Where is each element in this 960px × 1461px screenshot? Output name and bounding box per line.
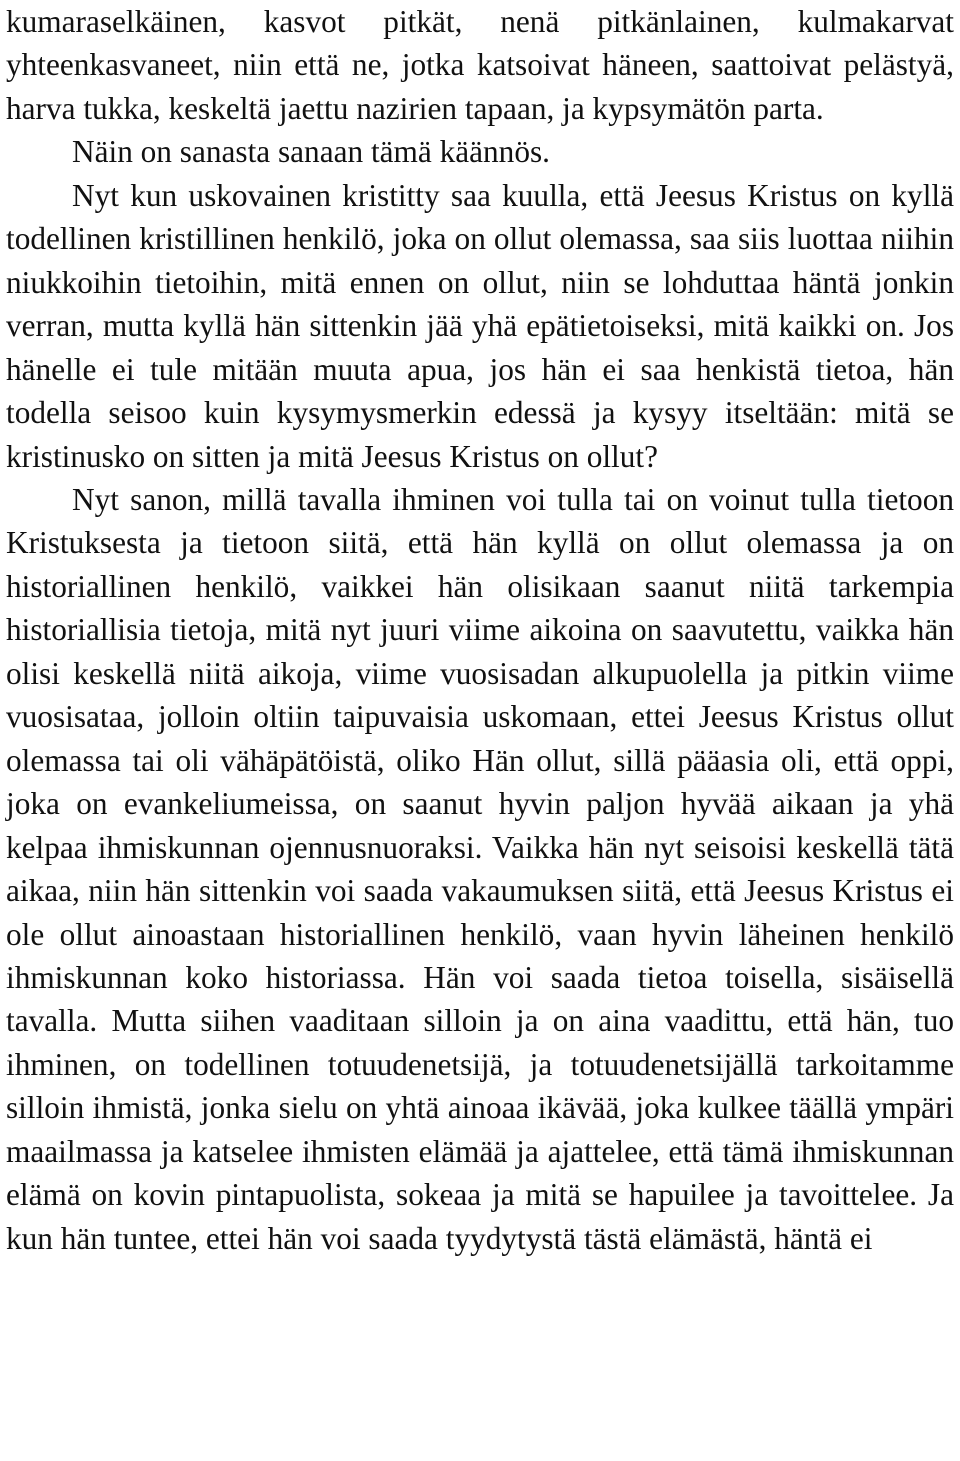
paragraph-knowledge-of-christ: Nyt sanon, millä tavalla ihminen voi tulla tai on voinut tulla tietoon Kristuksesta ja tietoon siitä, että hän kyllä on ollut olemassa ja on historiallinen henkilö, vaikkei hän olisikaan saanut niitä tarkempia historiallisia tietoja, mitä nyt juuri viime aikoina on saavutettu, vaikka hän olisi keskellä niitä aikoja, viime vuosisadan alkupuolella ja pitkin viime vuosisataa, jolloin oltiin taipuvaisia uskomaan, ettei Jeesus Kristus ollut olemassa tai oli vähäpätöistä, oliko Hän ollut, sillä pääasia oli, että oppi, joka on evankeliumeissa, on saanut hyvin paljon hyvää aikaan ja yhä kelpaa ihmiskunnan ojennusnuoraksi. Vaikka hän nyt seisoisi keskellä tätä aikaa, niin hän sittenkin voi saada vakaumuksen siitä, että Jeesus Kristus ei ole ollut ainoastaan historiallinen henkilö, vaan hyvin läheinen henkilö ihmiskunnan koko historiassa. Hän voi saada tietoa toisella, sisäisellä tavalla. Mutta siihen vaaditaan silloin ja on aina vaadittu, että hän, tuo ihminen, on todellinen totuudenetsijä, ja totuudenetsijällä tarkoitamme silloin ihmistä, jonka sielu on yhtä ainoaa ikävää, joka kulkee täällä ympäri maailmassa ja katselee ihmisten elämää ja ajattelee, että tämä ihmiskunnan elämä on kovin pintapuolista, sokeaa ja mitä se hapuilee ja tavoittelee. Ja kun hän tuntee, ettei hän voi saada tyydytystä tästä elämästä, häntä ei: [6, 481, 954, 1256]
paragraph-intro-description: kumaraselkäinen, kasvot pitkät, nenä pitkänlainen, kulmakarvat yhteenkasvaneet, niin että ne, jotka katsoivat häneen, saattoivat pelästyä, harva tukka, keskeltä jaettu nazirien tapaan, ja kypsymätön parta.: [6, 4, 954, 126]
paragraph-believer-question: Nyt kun uskovainen kristitty saa kuulla, että Jeesus Kristus on kyllä todellinen kristillinen henkilö, joka on ollut olemassa, saa siis luottaa niihin niukkoihin tietoihin, mitä ennen on ollut, niin se lohduttaa häntä jonkin verran, mutta kyllä hän sittenkin jää yhä epätietoiseksi, mitä kaikki on. Jos hänelle ei tule mitään muuta apua, jos hän ei saa henkistä tietoa, hän todella seisoo kuin kysymysmerkin edessä ja kysyy itseltään: mitä se kristinusko on sitten ja mitä Jeesus Kristus on ollut?: [6, 177, 954, 474]
paragraph-translation-note: Näin on sanasta sanaan tämä käännös.: [72, 134, 550, 170]
document-page: [6, 0, 954, 1260]
